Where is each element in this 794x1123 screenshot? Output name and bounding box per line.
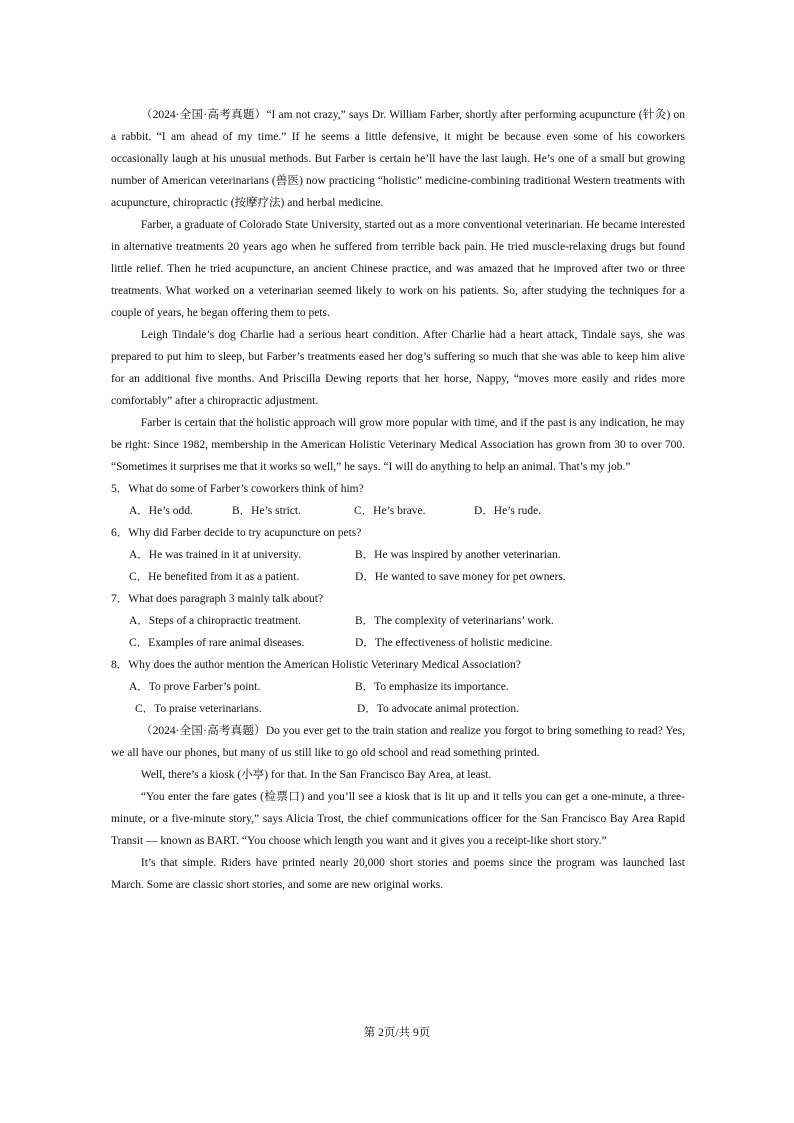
question-7-option-c: C．Examples of rare animal diseases. [129,637,305,649]
question-5-stem: 5．What do some of Farber’s coworkers think of him? [111,483,364,495]
question-5-options [111,500,685,522]
passage2-paragraph-2: Well, there’s a kiosk (小亭) for that. In the San Francisco Bay Area, at least. [140,769,492,781]
question-7-option-b: B．The complexity of veterinarians’ work. [355,615,554,627]
question-7-option-d: D．The effectiveness of holistic medicine. [355,637,553,649]
page-number-footer: 第 2页/共 9页 [363,1027,431,1039]
question-8-option-d: D．To advocate animal protection. [357,703,520,715]
question-6-option-a: A．He was trained in it at university. [129,549,302,561]
question-5-option-c: C．He’s brave. [354,505,426,517]
question-7-stem: 7．What does paragraph 3 mainly talk about? [111,593,324,605]
question-6-options-row-1 [111,544,685,566]
passage2-paragraph-1: （2024·全国·高考真题）Do you ever get to the train station and realize you forgot to bring something to read? Yes, we all have our phones, but many of us still like to go old school and read something printed. [111,725,685,759]
question-6-option-d: D．He wanted to save money for pet owners. [355,571,566,583]
question-7-options-row-2 [111,632,685,654]
question-8-option-a: A．To prove Farber’s point. [129,681,261,693]
question-8-option-c: C．To praise veterinarians. [135,703,262,715]
question-8-options-row-1 [111,676,685,698]
question-8-option-b: B．To emphasize its importance. [355,681,509,693]
question-5-option-d: D．He’s rude. [474,505,542,517]
passage1-paragraph-3: Leigh Tindale’s dog Charlie had a serious heart condition. After Charlie had a heart attack, Tindale says, she was prepared to put him to sleep, but Farber’s treatments eased her dog’s suffering so much that she was able to keep him alive for an additional five months. And Priscilla Dewing reports that her horse, Nappy, “moves more easily and rides more comfortably” after a chiropractic adjustment. [111,329,685,407]
question-5-option-a: A．He’s odd. [129,505,193,517]
question-8-stem: 8．Why does the author mention the American Holistic Veterinary Medical Association? [111,659,521,671]
passage2-paragraph-4: It’s that simple. Riders have printed nearly 20,000 short stories and poems since the program was launched last March. Some are classic short stories, and some are new original works. [111,857,685,891]
passage1-paragraph-4: Farber is certain that the holistic approach will grow more popular with time, and if the past is any indication, he may be right: Since 1982, membership in the American Holistic Veterinary Medical Association has grown from 30 to over 700. “Sometimes it surprises me that it works so well,” he says. “I will do anything to help an animal. That’s my job.” [111,417,685,473]
question-6-option-c: C．He benefited from it as a patient. [129,571,300,583]
passage1-paragraph-2: Farber, a graduate of Colorado State University, started out as a more conventional veterinarian. He became interested in alternative treatments 20 years ago when he suffered from terrible back pain. He tried muscle-relaxing drugs but found little relief. Then he tried acupuncture, an ancient Chinese practice, and was amazed that he improved after two or three treatments. What worked on a veterinarian seemed likely to work on his patients. So, after studying the techniques for a couple of years, he began offering them to pets. [111,219,685,319]
question-7-option-a: A．Steps of a chiropractic treatment. [129,615,302,627]
question-8-options-row-2 [111,698,685,720]
passage2-paragraph-3: “You enter the fare gates (检票口) and you’ll see a kiosk that is lit up and it tells you can get a one-minute, a three-minute, or a five-minute story,” says Alicia Trost, the chief communications officer for the San Francisco Bay Area Rapid Transit — known as BART. “You choose which length you want and it gives you a receipt-like short story.” [111,791,685,847]
question-6-stem: 6．Why did Farber decide to try acupuncture on pets? [111,527,362,539]
question-6-option-b: B．He was inspired by another veterinarian. [355,549,561,561]
question-5-option-b: B．He’s strict. [232,505,301,517]
question-6-options-row-2 [111,566,685,588]
document-body [111,104,685,896]
passage1-paragraph-1: （2024·全国·高考真题）“I am not crazy,” says Dr. William Farber, shortly after performing acupuncture (针灸) on a rabbit. “I am ahead of my time.” If he seems a little defensive, it might be because even some of his coworkers occasionally laugh at his unusual methods. But Farber is certain he’ll have the last laugh. He’s one of a small but growing number of American veterinarians (兽医) now practicing “holistic” medicine-combining traditional Western treatments with acupuncture, chiropractic (按摩疗法) and herbal medicine. [111,109,685,209]
question-7-options-row-1 [111,610,685,632]
